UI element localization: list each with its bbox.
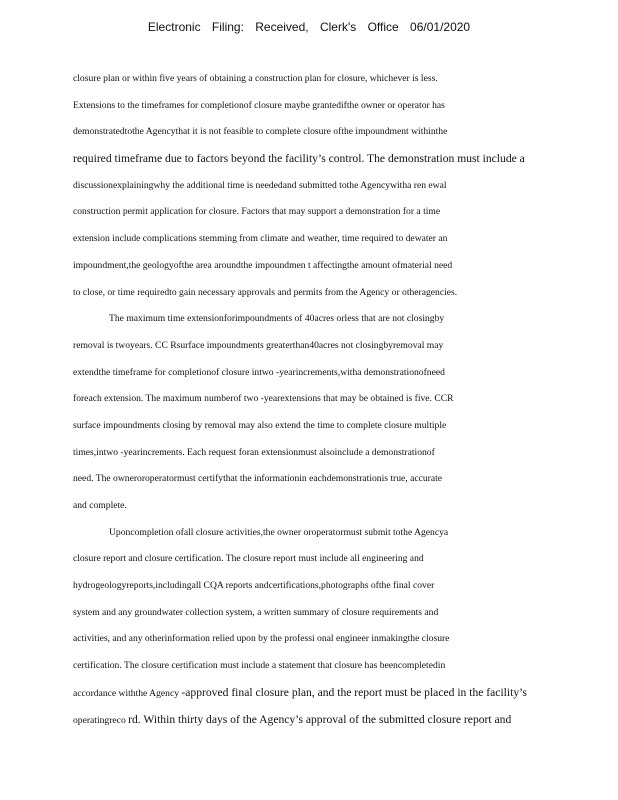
text-line: extendthe timeframe for completionof closure intwo -yearincrements,witha demonstrationofneed: [73, 366, 445, 378]
text-line: to close, or time requiredto gain necessary approvals and permits from the Agency or otheragencies.: [73, 286, 458, 298]
text-line: demonstratedtothe Agencythat it is not feasible to complete closure ofthe impoundment withinthe: [73, 126, 448, 138]
text-line: foreach extension. The maximum numberof two -yearextensions that may be obtained is five. CCR: [73, 393, 454, 405]
text-line: extension include complications stemming from climate and weather, time required to dewater an: [73, 233, 448, 245]
text-line: closure plan or within five years of obtaining a construction plan for closure, whichever is less.: [73, 73, 438, 84]
text-line: removal is twoyears. CC Rsurface impoundments greaterthan40acres not closingbyremoval may: [73, 339, 444, 351]
document-body: [73, 66, 553, 733]
text-line: [73, 680, 553, 707]
text-line: construction permit application for closure. Factors that may support a demonstration for a time: [73, 206, 441, 218]
paragraph-start-line: The maximum time extensionforimpoundments of 40acres orless that are not closingby: [109, 313, 445, 325]
text-segment-large: rd. Within thirty days of the Agency’s approval of the submitted closure report and: [128, 712, 512, 726]
text-segment-large: -approved final closure plan, and the report must be placed in the facility’s: [181, 685, 527, 699]
paragraph-start-line: Uponcompletion ofall closure activities,the owner oroperatormust submit tothe Agencya: [109, 526, 449, 538]
text-line: impoundment,the geologyofthe area aroundthe impoundmen t affectingthe amount ofmaterial need: [73, 259, 453, 271]
text-line: required timeframe due to factors beyond the facility’s control. The demonstration must include a: [73, 152, 525, 166]
text-line: certification. The closure certification must include a statement that closure has beencompletedin: [73, 660, 446, 672]
text-line: closure report and closure certification. The closure report must include all engineering and: [73, 553, 424, 565]
text-line: need. The owneroroperatormust certifythat the informationin eachdemonstrationis true, accurate: [73, 473, 443, 485]
text-line: hydrogeologyreports,includingall CQA reports andcertifications,photographs ofthe final cover: [73, 580, 435, 592]
text-line: discussionexplainingwhy the additional time is neededand submitted tothe Agencywitha ren ewal: [73, 179, 447, 191]
text-line: surface impoundments closing by removal may also extend the time to complete closure multiple: [73, 419, 447, 431]
text-line: Extensions to the timeframes for completionof closure maybe grantedifthe owner or operator has: [73, 99, 445, 111]
text-line: and complete.: [73, 500, 127, 511]
text-line: times,intwo -yearincrements. Each request foran extensionmust alsoinclude a demonstrationof: [73, 446, 435, 458]
text-line: system and any groundwater collection system, a written summary of closure requirements and: [73, 606, 439, 618]
filing-header: Electronic Filing: Received, Clerk's Office 06/01/2020: [147, 20, 471, 34]
text-line: activities, and any otherinformation relied upon by the professi onal engineer inmakingthe closure: [73, 633, 450, 645]
text-segment-small: accordance withthe Agency: [73, 687, 182, 699]
text-segment-small: operatingreco: [73, 714, 129, 726]
text-line: [73, 707, 553, 734]
